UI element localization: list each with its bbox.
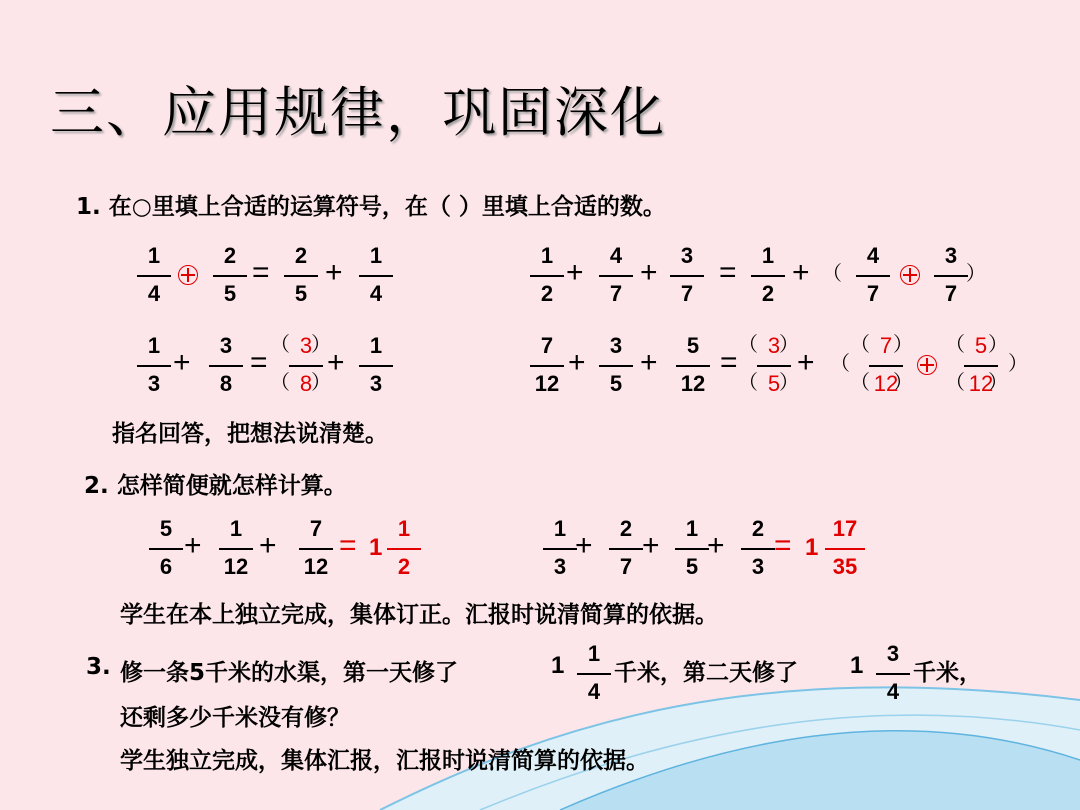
circle-plus-icon bbox=[917, 355, 937, 375]
plus-sign: + bbox=[568, 346, 586, 379]
fraction: 3 4 bbox=[873, 638, 913, 708]
equals-sign: = bbox=[719, 256, 737, 289]
left-paren: （ bbox=[822, 261, 842, 285]
left-paren: （ bbox=[270, 332, 290, 356]
equals-sign: = bbox=[339, 529, 357, 562]
right-paren: ） bbox=[966, 261, 986, 285]
q2-note: 学生在本上独立完成，集体订正。汇报时说清简算的依据。 bbox=[120, 602, 718, 628]
fraction: 1 2 bbox=[748, 240, 788, 310]
answer-whole: 1 bbox=[805, 534, 819, 561]
plus-sign: + bbox=[173, 346, 191, 379]
fraction: 3 5 bbox=[596, 330, 636, 400]
fraction: 4 7 bbox=[596, 240, 636, 310]
q2-text: 怎样简便就怎样计算。 bbox=[116, 473, 347, 499]
fraction: 1 4 bbox=[574, 638, 614, 708]
fraction: 7 12 bbox=[527, 330, 567, 400]
equals-sign: = bbox=[250, 346, 268, 379]
circle-plus-icon bbox=[900, 265, 920, 285]
fraction: 7 12 bbox=[296, 513, 336, 583]
fraction: 1 3 bbox=[356, 330, 396, 400]
fraction: 2 5 bbox=[210, 240, 250, 310]
fraction: 1 3 bbox=[540, 513, 580, 583]
left-paren: （ bbox=[270, 370, 290, 394]
right-paren: ） bbox=[988, 370, 1008, 394]
fraction: 1 2 bbox=[527, 240, 567, 310]
answer-fraction: 5 12 bbox=[961, 330, 1001, 400]
q1-header bbox=[76, 188, 666, 221]
plus-sign: + bbox=[259, 529, 277, 562]
right-paren: ） bbox=[311, 332, 331, 356]
right-paren: ） bbox=[988, 332, 1008, 356]
left-paren: （ bbox=[945, 332, 965, 356]
answer-fraction: 3 5 bbox=[754, 330, 794, 400]
answer-whole: 1 bbox=[369, 534, 383, 561]
equals-sign: = bbox=[252, 256, 270, 289]
fraction: 1 3 bbox=[134, 330, 174, 400]
plus-sign: + bbox=[640, 256, 658, 289]
fraction: 1 4 bbox=[356, 240, 396, 310]
right-paren: ） bbox=[779, 332, 799, 356]
right-paren: ） bbox=[311, 370, 331, 394]
plus-sign: + bbox=[792, 256, 810, 289]
fraction: 2 3 bbox=[738, 513, 778, 583]
plus-sign: + bbox=[325, 256, 343, 289]
plus-sign: + bbox=[566, 256, 584, 289]
left-paren: （ bbox=[738, 332, 758, 356]
plus-sign: + bbox=[327, 346, 345, 379]
answer-fraction: 7 12 bbox=[866, 330, 906, 400]
q3-text-c: 千米， bbox=[913, 660, 982, 686]
right-paren: ） bbox=[1008, 351, 1028, 375]
fraction: 3 8 bbox=[206, 330, 246, 400]
q2-header bbox=[84, 467, 347, 500]
plus-sign: + bbox=[707, 529, 725, 562]
plus-sign: + bbox=[184, 529, 202, 562]
q3-text-b: 千米，第二天修了 bbox=[614, 660, 798, 686]
right-paren: ） bbox=[893, 332, 913, 356]
fraction: 3 7 bbox=[667, 240, 707, 310]
plus-sign: + bbox=[642, 529, 660, 562]
fraction: 5 12 bbox=[673, 330, 713, 400]
answer-fraction: 3 8 bbox=[286, 330, 326, 400]
answer-fraction: 17 35 bbox=[822, 513, 868, 583]
q3-line2: 还剩多少千米没有修？ bbox=[120, 705, 350, 731]
plus-sign: + bbox=[640, 346, 658, 379]
left-paren: （ bbox=[850, 370, 870, 394]
circle-plus-icon bbox=[178, 265, 198, 285]
fraction: 1 4 bbox=[134, 240, 174, 310]
plus-sign: + bbox=[575, 529, 593, 562]
left-paren: （ bbox=[945, 370, 965, 394]
fraction: 4 7 bbox=[853, 240, 893, 310]
fraction: 2 5 bbox=[281, 240, 321, 310]
q3-number: 3. bbox=[86, 654, 111, 680]
fraction: 1 12 bbox=[216, 513, 256, 583]
left-paren: （ bbox=[830, 351, 850, 375]
right-paren: ） bbox=[893, 370, 913, 394]
fraction: 3 7 bbox=[931, 240, 971, 310]
left-paren: （ bbox=[850, 332, 870, 356]
mixed-whole: 1 bbox=[551, 652, 565, 679]
left-paren: （ bbox=[738, 370, 758, 394]
right-paren: ） bbox=[779, 370, 799, 394]
answer-fraction: 1 2 bbox=[384, 513, 424, 583]
plus-sign: + bbox=[797, 346, 815, 379]
fraction: 2 7 bbox=[606, 513, 646, 583]
fraction: 1 5 bbox=[672, 513, 712, 583]
fraction: 5 6 bbox=[146, 513, 186, 583]
q2-number: 2. bbox=[84, 473, 109, 499]
q1-number: 1. bbox=[76, 194, 101, 220]
q3-note: 学生独立完成，集体汇报，汇报时说清简算的依据。 bbox=[120, 748, 649, 774]
q3-text-a: 修一条5千米的水渠，第一天修了 bbox=[120, 660, 459, 686]
q1-text: 在○里填上合适的运算符号，在（ ）里填上合适的数。 bbox=[108, 194, 666, 220]
q1-note: 指名回答，把想法说清楚。 bbox=[112, 421, 388, 447]
equals-sign: = bbox=[720, 346, 738, 379]
page-title: 三、应用规律，巩固深化 bbox=[50, 81, 666, 144]
equals-sign: = bbox=[774, 529, 792, 562]
mixed-whole: 1 bbox=[850, 652, 864, 679]
